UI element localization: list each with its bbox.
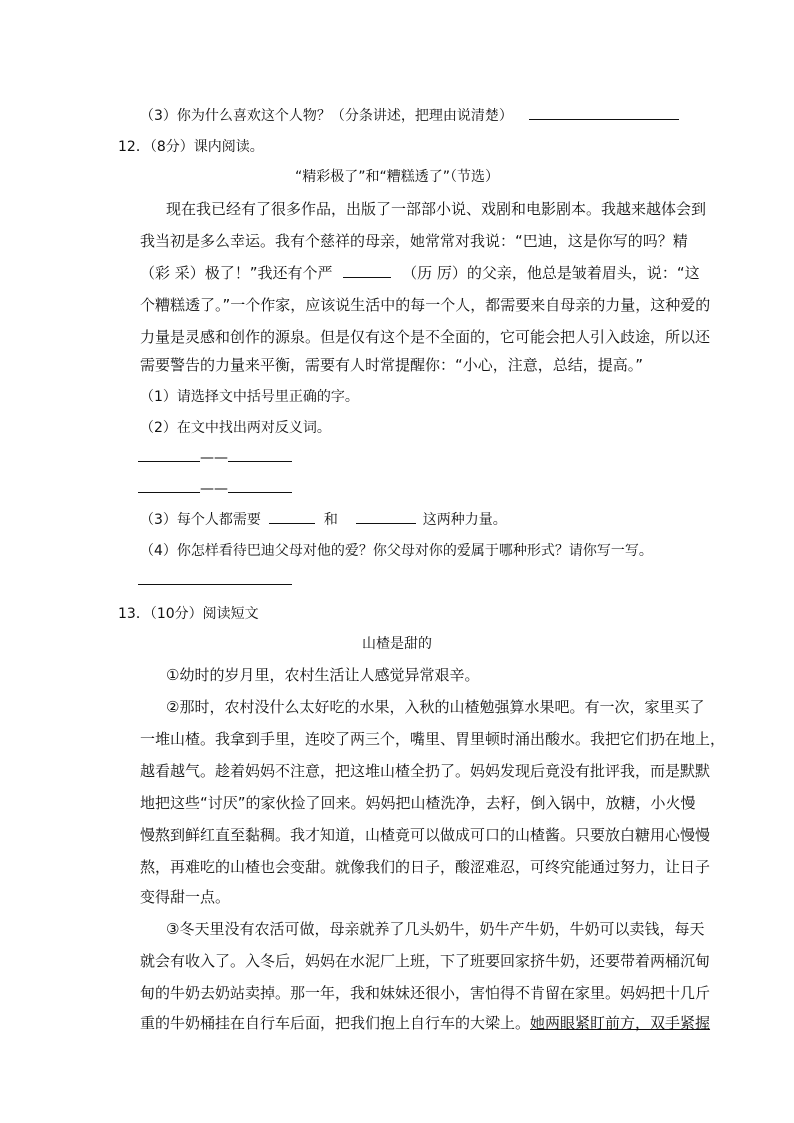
q12-sub3-part: 和	[323, 512, 338, 528]
q12-passage-line: 现在我已经有了很多作品，出版了一部部小说、戏剧和电影剧本。我越来越体会到	[166, 200, 707, 218]
q11-sub3	[140, 105, 679, 125]
q11-sub3-text: （3）你为什么喜欢这个人物？（分条讲述，把理由说清楚）	[140, 108, 513, 124]
q13-passage-line: 越看越气。趁着妈妈不注意，把这堆山楂全扔了。妈妈发现后竟没有批评我，而是默默	[140, 762, 711, 780]
dash: ——	[200, 450, 228, 466]
q12-passage-segment: （历 厉）的父亲，他总是皱着眉头，说：“这	[402, 264, 700, 282]
q12-passage-line: 需要警告的力量来平衡，需要有人时常提醒你：“小心，注意，总结，提高。”	[140, 356, 644, 374]
q12-passage-line: 我当初是多么幸运。我有个慈祥的母亲，她常常对我说：“巴迪，这是你写的吗？精	[140, 232, 688, 250]
q13-passage-line: 地把这些“讨厌”的家伙捡了回来。妈妈把山楂洗净，去籽，倒入锅中，放糖，小火慢	[140, 794, 696, 812]
q12-sub1: （1）请选择文中括号里正确的字。	[140, 389, 359, 405]
q12-sub4: （4）你怎样看待巴迪父母对他的爱？你父母对你的爱属于哪种形式？请你写一写。	[140, 543, 653, 559]
answer-blank[interactable]	[228, 478, 292, 493]
q12-sub4-answer	[138, 570, 292, 589]
q12-title: “精彩极了”和“糟糕透了”（节选）	[294, 169, 499, 185]
q13-passage-line: 甸的牛奶去奶站卖掉。那一年，我和妹妹还很小，害怕得不肯留在家里。妈妈把十几斤	[140, 984, 711, 1002]
q12-passage-line: 个糟糕透了。”一个作家，应该说生活中的每一个人，都需要来自母亲的力量，这种爱的	[140, 296, 711, 314]
q13-title: 山楂是甜的	[362, 636, 432, 652]
q12-passage-line	[140, 262, 700, 283]
q13-passage-line: ②那时，农村没什么太好吃的水果，入秋的山楂勉强算水果吧。有一次，家里买了	[166, 698, 705, 716]
answer-blank[interactable]	[269, 509, 315, 524]
q13-passage-segment: 重的牛奶桶挂在自行车后面，把我们抱上自行车的大梁上。	[140, 1014, 531, 1032]
q13-passage-line: 变得甜一点。	[140, 888, 231, 906]
q13-passage-line: 慢熬到鲜红直至黏稠。我才知道，山楂竟可以做成可口的山楂酱。只要放白糖用心慢慢	[140, 826, 711, 844]
answer-blank[interactable]	[138, 570, 292, 585]
q12-sub3	[140, 509, 507, 529]
answer-blank[interactable]	[138, 447, 200, 462]
dash: ——	[200, 481, 228, 497]
q12-passage-segment: （彩 采）极了！”我还有个严	[140, 264, 333, 282]
q12-header: 12．（8分）课内阅读。	[118, 139, 264, 155]
q12-sub2: （2）在文中找出两对反义词。	[140, 420, 331, 436]
answer-blank[interactable]	[529, 105, 679, 120]
q13-passage-line	[140, 1012, 710, 1033]
answer-blank[interactable]	[228, 447, 292, 462]
answer-blank[interactable]	[356, 509, 416, 524]
q13-passage-line: 熬，再难吃的山楂也会变甜。就像我们的日子，酸涩难忍，可终究能通过努力，让日子	[140, 858, 711, 876]
q12-sub3-part: （3）每个人都需要	[140, 512, 261, 528]
q13-passage-line: 就会有收入了。入冬后，妈妈在水泥厂上班，下了班要回家挤牛奶，还要带着两桶沉甸	[140, 952, 711, 970]
answer-blank[interactable]	[138, 478, 200, 493]
q12-passage-line: 力量是灵感和创作的源泉。但是仅有这个是不全面的，它可能会把人引入歧途，所以还	[140, 328, 711, 346]
q13-passage-line: 一堆山楂。我拿到手里，连咬了两三个，嘴里、胃里顿时涌出酸水。我把它们扔在地上，	[140, 730, 726, 748]
answer-blank[interactable]	[343, 263, 391, 278]
q12-sub3-part: 这两种力量。	[422, 512, 507, 528]
antonym-pair-1	[138, 447, 292, 466]
q13-passage-line: ①幼时的岁月里，农村生活让人感觉异常艰辛。	[166, 666, 480, 684]
q13-header: 13．（10分）阅读短文	[118, 606, 259, 622]
q13-passage-line: ③冬天里没有农活可做，母亲就养了几头奶牛，奶牛产牛奶，牛奶可以卖钱，每天	[166, 920, 705, 938]
antonym-pair-2	[138, 478, 292, 497]
underlined-sentence: 她两眼紧盯前方，双手紧握	[530, 1014, 711, 1032]
